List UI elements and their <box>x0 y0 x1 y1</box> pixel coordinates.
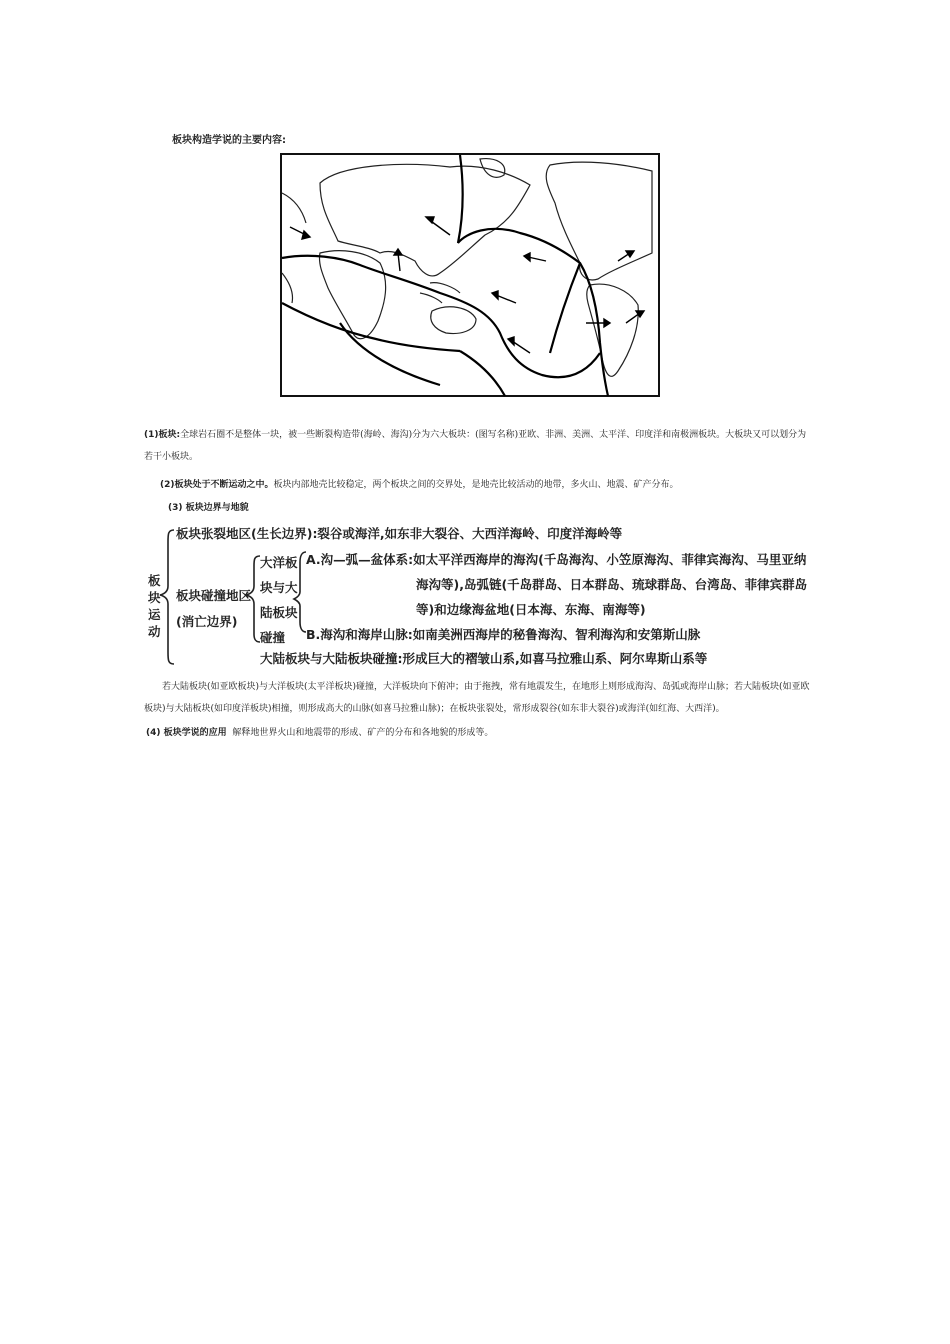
diagram-ocean-continent-line: 碰撞 <box>260 630 286 645</box>
diagram-root-char: 运 <box>148 607 161 622</box>
diagram-ocean-continent-line: 块与大 <box>260 580 298 595</box>
diagram-a-line3: 等)和边缘海盆地(日本海、东海、南海等) <box>416 602 646 617</box>
plate-boundary-diagram <box>144 522 808 668</box>
diagram-continent-continent: 大陆板块与大陆板块碰撞:形成巨大的褶皱山系,如喜马拉雅山系、阿尔卑斯山系等 <box>260 651 708 666</box>
paragraph-plate-motion-text: 板块内部地壳比较稳定，两个板块之间的交界处，是地壳比较活动的地带，多火山、地震、矿产分布。 <box>273 480 679 490</box>
paragraph-collision-text: 若大陆板块(如亚欧板块)与大洋板块(太平洋板块)碰撞，大洋板块向下俯冲；由于拖拽，常有地震发生，在地形上则形成海沟、岛弧或海岸山脉；若大陆板块(如亚欧板块)与大陆板块(如印度洋板块)相撞，则形成高大的山脉(如喜马拉雅山脉)；在板块张裂处，常形成裂谷(如东非大裂谷)或海洋(如红海、大西洋)。 <box>144 682 810 714</box>
diagram-rift-label: 板块张裂地区(生长边界) <box>176 526 313 541</box>
diagram-root-char: 板 <box>148 573 161 588</box>
diagram-a-line1: A.沟—弧—盆体系:如太平洋西海岸的海沟(千岛海沟、小笠原海沟、菲律宾海沟、马里亚纳 <box>306 552 807 567</box>
paragraph-plate-motion <box>160 474 810 496</box>
paragraph-plate-motion-label: (2)板块处于不断运动之中。 <box>160 480 274 490</box>
diagram-root-label <box>148 572 161 640</box>
diagram-rift-text: :裂谷或海洋,如东非大裂谷、大西洋海岭、印度洋海岭等 <box>312 526 623 541</box>
section-heading: 板块构造学说的主要内容: <box>172 135 286 146</box>
diagram-rift-row <box>176 524 622 542</box>
paragraph-application <box>146 722 796 744</box>
paragraph-application-text: 解释地世界火山和地震带的形成、矿产的分布和各地貌的形成等。 <box>232 728 494 738</box>
diagram-b-line: B.海沟和海岸山脉:如南美洲西海岸的秘鲁海沟、智利海沟和安第斯山脉 <box>306 627 701 642</box>
diagram-a-line2: 海沟等),岛弧链(千岛群岛、日本群岛、琉球群岛、台湾岛、菲律宾群岛 <box>416 577 808 592</box>
paragraph-plates-text: 全球岩石圈不是整体一块，被一些断裂构造带(海岭、海沟)分为六大板块：(图写名称)亚欧、非洲、美洲、太平洋、印度洋和南极洲板块。大板块又可以划分为若干小板块。 <box>144 430 807 462</box>
paragraph-boundaries-heading: (3) 板块边界与地貌 <box>168 503 249 513</box>
diagram-ocean-continent-label <box>260 550 298 650</box>
diagram-root-char: 动 <box>148 624 161 639</box>
paragraph-application-label: (4) 板块学说的应用 <box>146 728 227 738</box>
diagram-ocean-continent-line: 大洋板 <box>260 555 298 570</box>
diagram-collision-sub: (消亡边界) <box>176 614 238 629</box>
diagram-ocean-continent-line: 陆板块 <box>260 605 298 620</box>
diagram-root-char: 块 <box>148 590 161 605</box>
paragraph-plates-label: (1)板块: <box>144 430 181 440</box>
paragraph-collision-explanation <box>144 676 814 720</box>
paragraph-plates <box>144 424 814 468</box>
diagram-collision-label: 板块碰撞地区 <box>176 588 252 603</box>
world-plate-map-icon <box>280 153 660 397</box>
